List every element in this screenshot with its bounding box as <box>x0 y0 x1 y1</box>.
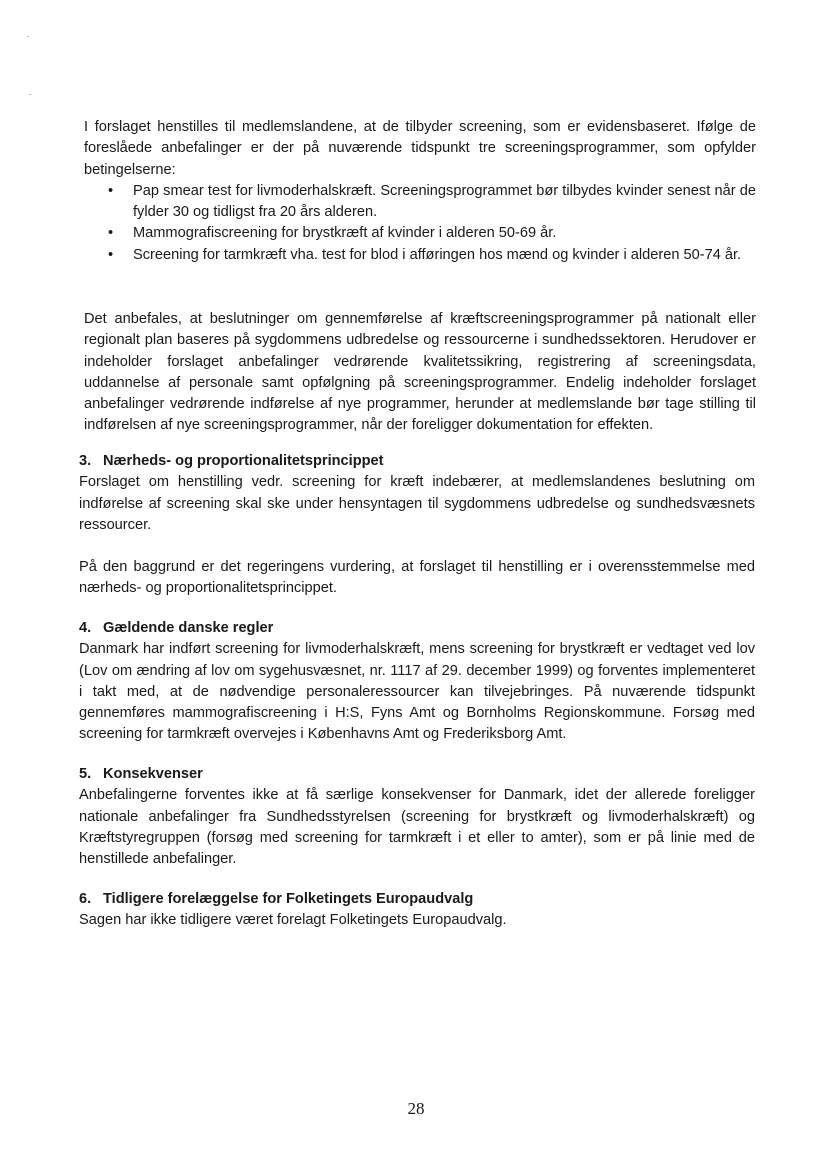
page-number: 28 <box>407 1099 425 1118</box>
scan-speck <box>29 94 31 95</box>
section-heading: 6. Tidligere forelæggelse for Folketingets Europaudvalg <box>79 891 474 907</box>
section-6 <box>79 889 755 932</box>
list-item: • Screening for tarmkræft vha. test for blod i afføringen hos mænd og kvinder i alderen 50-74 år. <box>84 245 756 266</box>
list-item: • Pap smear test for livmoderhalskræft. Screeningsprogrammet bør tilbydes kvinder senest når de fylder 30 og tidligst fra 20 års alderen. <box>108 182 756 221</box>
scan-speck <box>27 36 29 37</box>
recommendation-paragraph: Det anbefales, at beslutninger om gennemførelse af kræftscreeningsprogrammer på nationalt eller regionalt plan baseres på sygdommens udbredelse og ressourcerne i sundhedssektoren. Herudover er indeholder forslaget anbefalinger vedrørende kvalitetssikring, registrering af screeningsdata, uddannelse af personale samt opfølgning på screeningsprogrammer. Endelig indeholder forslaget anbefalinger vedrørende indførelse af nye programmer, herunder at medlemslande bør tage stilling til indførelsen af nye screeningsprogrammer, når der foreligger dokumentation for effekten. <box>84 311 756 434</box>
section-paragraph: Forslaget om henstilling vedr. screening for kræft indebærer, at medlemslandenes beslutning om indførelse af screening skal ske under hensyntagen til sygdommens udbredelse og sundhedsvæsnets ressourcer. <box>79 474 755 533</box>
screening-list <box>84 181 756 266</box>
section-paragraph: Danmark har indført screening for livmoderhalskræft, mens screening for brystkræft er vedtaget ved lov (Lov om ændring af lov om sygehusvæsnet, nr. 1117 af 29. december 1999) og forventes implementeret i takt med, at de nødvendige personaleressourcer kan tilvejebringes. På nuværende tidspunkt gennemføres mammografiscreening i H:S, Fyns Amt og Bornholms Regionskommune. Forsøg med screening for tarmkræft overvejes i Københavns Amt og Frederiksborg Amt. <box>79 641 755 743</box>
section-3 <box>79 451 755 536</box>
bullet-icon: • <box>108 225 114 242</box>
section-heading: 3. Nærheds- og proportionalitetsprincippet <box>79 453 384 469</box>
bullet-icon: • <box>108 246 114 263</box>
section-heading: 4. Gældende danske regler <box>79 620 274 636</box>
section-5 <box>79 764 755 870</box>
section-4 <box>79 618 755 746</box>
recommendation-block <box>84 309 756 437</box>
bullet-icon: • <box>108 182 114 199</box>
section-3-conclusion <box>79 557 755 600</box>
list-item: • Mammografiscreening for brystkræft af kvinder i alderen 50-69 år. <box>84 223 756 244</box>
section-heading: 5. Konsekvenser <box>79 766 203 782</box>
intro-paragraph: I forslaget henstilles til medlemslandene, at de tilbyder screening, som er evidensbaseret. Ifølge de foreslåede anbefalinger er der på nuværende tidspunkt tre screeningsprogrammer, som opfylder betingelserne: <box>84 119 756 178</box>
section-paragraph: På den baggrund er det regeringens vurdering, at forslaget til henstilling er i overensstemmelse med nærheds- og proportionalitetsprincippet. <box>79 559 755 597</box>
section-paragraph: Anbefalingerne forventes ikke at få særlige konsekvenser for Danmark, idet der allerede foreligger nationale anbefalinger fra Sundhedsstyrelsen (screening for brystkræft og livmoderhalskræft) og Kræftstyregruppen (forsøg med screening for tarmkræft i et eller to amter), som er på linie med de henstillede anbefalinger. <box>79 787 755 868</box>
section-paragraph: Sagen har ikke tidligere været forelagt Folketingets Europaudvalg. <box>79 912 507 929</box>
intro-block <box>84 117 756 266</box>
